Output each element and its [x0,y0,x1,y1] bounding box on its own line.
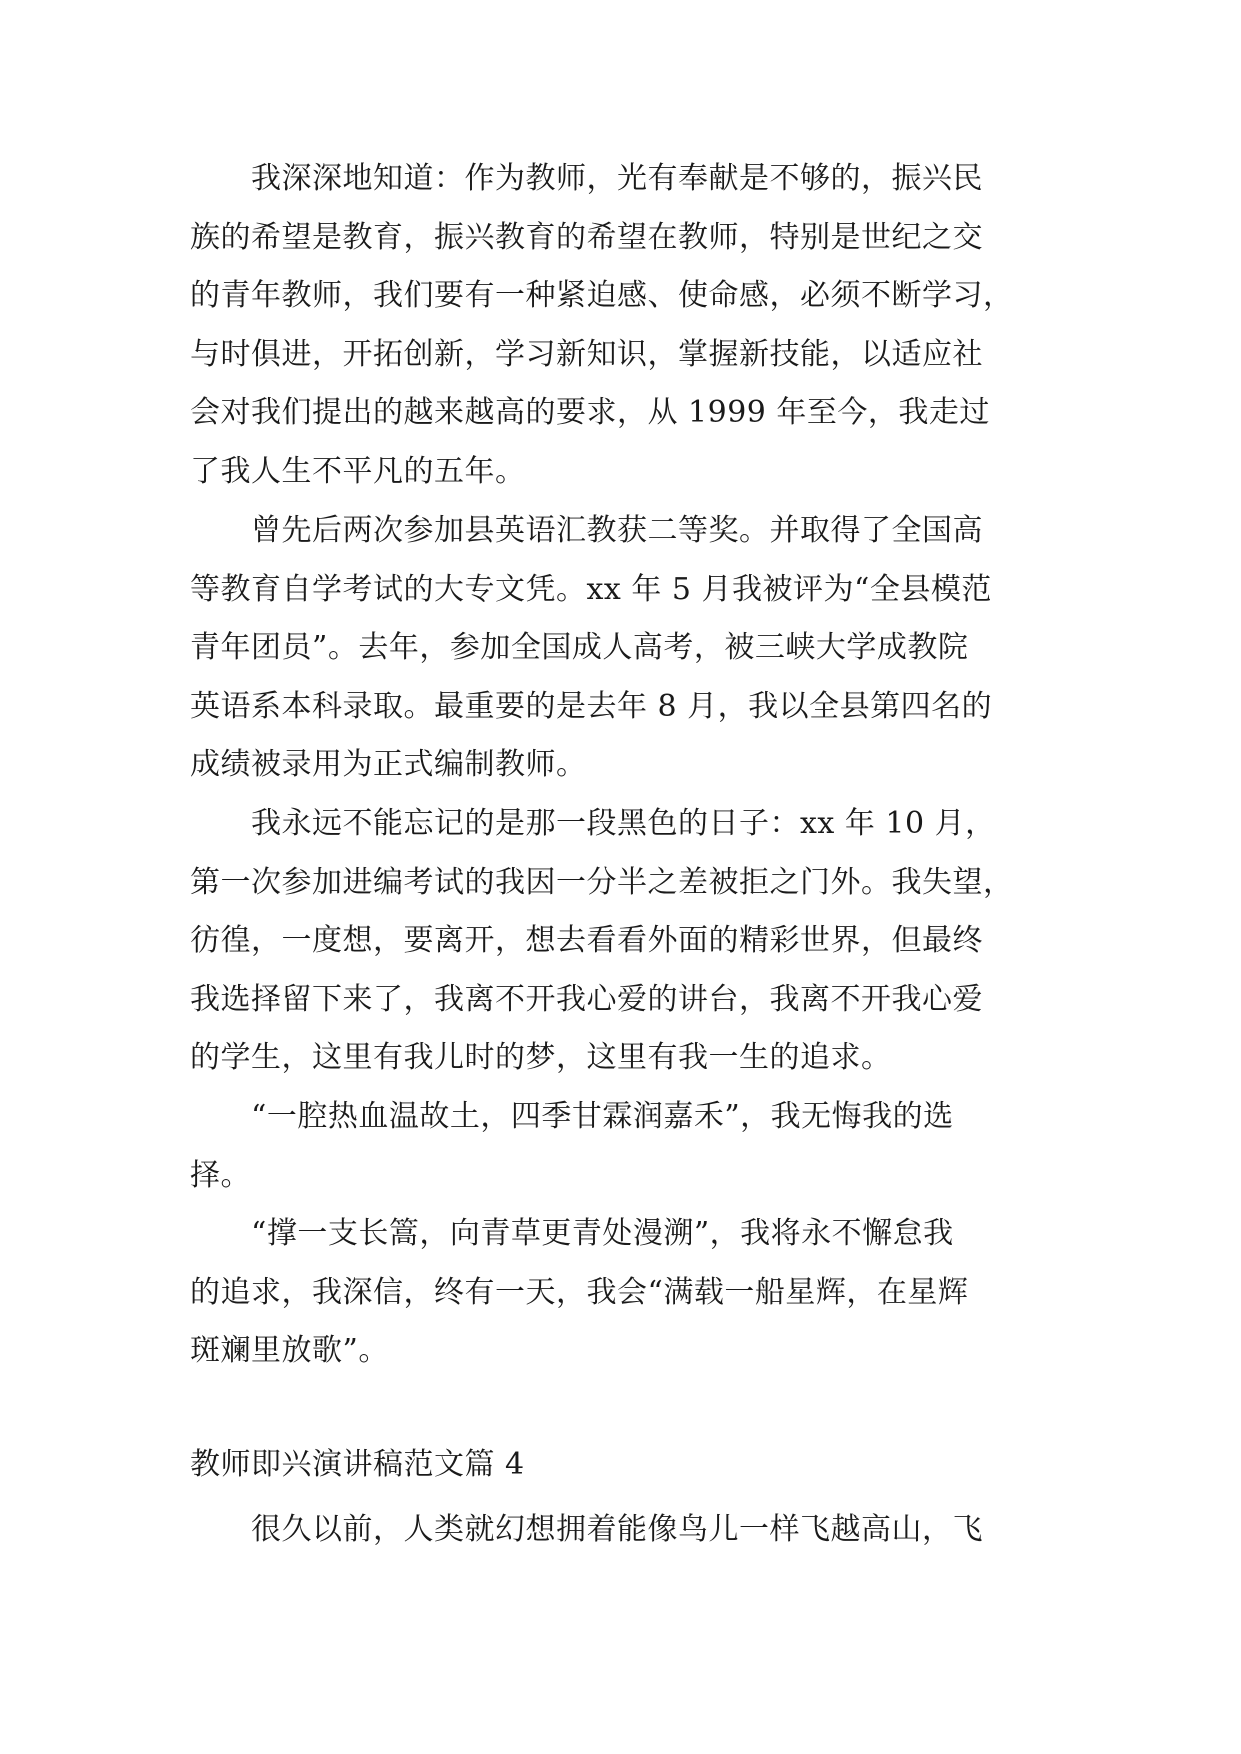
text-line: 与时俱进，开拓创新，学习新知识，掌握新技能，以适应社 [190,336,983,372]
text-line: 等教育自学考试的大专文凭。xx 年 5 月我被评为“全县模范 [190,571,992,607]
text-line: 我深深地知道：作为教师，光有奉献是不够的，振兴民 [190,161,983,196]
text-line: 会对我们提出的越来越高的要求，从 1999 年至今，我走过 [190,395,990,431]
paragraph-1 [190,150,1050,502]
text-line: 第一次参加进编考试的我因一分半之差被拒之门外。我失望， [190,864,1014,900]
paragraph-5 [190,1205,1050,1381]
text-line: 的学生，这里有我儿时的梦，这里有我一生的追求。 [190,1040,892,1076]
text-line: 青年团员”。去年，参加全国成人高考，被三峡大学成教院 [190,630,969,666]
text-line: 斑斓里放歌”。 [190,1333,389,1369]
paragraph-3 [190,795,1050,1088]
paragraph-6 [190,1501,1050,1560]
text-line: 的青年教师，我们要有一种紧迫感、使命感，必须不断学习， [190,278,1014,314]
text-line: 的追求，我深信，终有一天，我会“满载一船星辉，在星辉 [190,1274,969,1310]
section-heading: 教师即兴演讲稿范文篇 4 [190,1447,525,1482]
text-line: 成绩被录用为正式编制教师。 [190,747,587,783]
text-line: “撑一支长篙，向青草更青处漫溯”，我将永不懈怠我 [190,1216,954,1251]
paragraph-2 [190,502,1050,795]
text-line: 族的希望是教育，振兴教育的希望在教师，特别是世纪之交 [190,219,983,255]
text-line: 我永远不能忘记的是那一段黑色的日子：xx 年 10 月， [190,806,996,841]
text-line: 曾先后两次参加县英语汇教获二等奖。并取得了全国高 [190,513,983,548]
text-line: 英语系本科录取。最重要的是去年 8 月，我以全县第四名的 [190,688,993,724]
text-line: 很久以前，人类就幻想拥着能像鸟儿一样飞越高山，飞 [190,1512,983,1547]
text-line: 我选择留下来了，我离不开我心爱的讲台，我离不开我心爱 [190,981,983,1017]
paragraph-4 [190,1088,1050,1205]
text-line: 择。 [190,1157,251,1193]
text-line: 了我人生不平凡的五年。 [190,453,526,489]
text-line: 彷徨，一度想，要离开，想去看看外面的精彩世界，但最终 [190,923,983,959]
text-line: “一腔热血温故土，四季甘霖润嘉禾”，我无悔我的选 [190,1099,954,1134]
